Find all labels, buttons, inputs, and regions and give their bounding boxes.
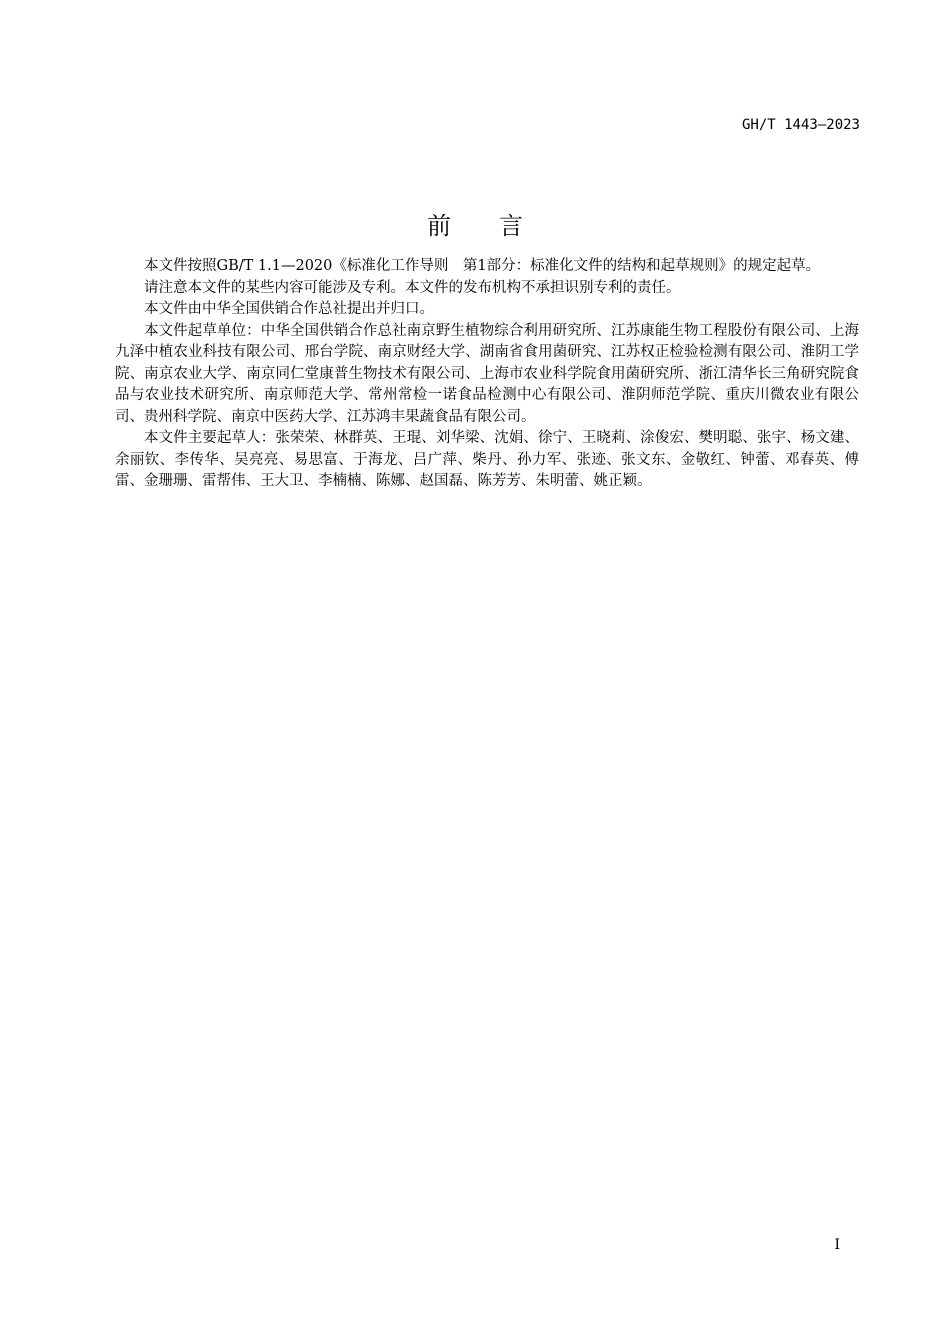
paragraph-drafting-units: 本文件起草单位：中华全国供销合作总社南京野生植物综合利用研究所、江苏康能生物工程股份有限公司、上海九泽中植农业科技有限公司、邢台学院、南京财经大学、湖南省食用菌研究、江苏权正检验检测有限公司、淮阴工学院、南京农业大学、南京同仁堂康普生物技术有限公司、上海市农业科学院食用菌研究所、浙江清华长三角研究院食品与农业技术研究所、南京师范大学、常州常检一诺食品检测中心有限公司、淮阴师范学院、重庆川微农业有限公司、贵州科学院、南京中医药大学、江苏鸿丰果蔬食品有限公司。 [115,322,859,425]
paragraph-drafting-rules: 本文件按照GB/T 1.1—2020《标准化工作导则 第1部分：标准化文件的结构和起草规则》的规定起草。 [144,258,821,274]
document-code: GH/T 1443—2023 [741,117,860,133]
page-title: 前言 [427,212,571,241]
paragraph-drafters: 本文件主要起草人：张荣荣、林群英、王琨、刘华梁、沈娟、徐宁、王晓莉、涂俊宏、樊明聪、张宇、杨文建、余丽钦、李传华、吴亮亮、易思富、于海龙、吕广萍、柴丹、孙力军、张迹、张文东、金敬红、钟蕾、邓春英、傅雷、金珊珊、雷帮伟、王大卫、李楠楠、陈娜、赵国磊、陈芳芳、朱明蕾、姚正颖。 [115,430,859,489]
paragraph-proposer: 本文件由中华全国供销合作总社提出并归口。 [144,301,434,317]
paragraph-patent-notice: 请注意本文件的某些内容可能涉及专利。本文件的发布机构不承担识别专利的责任。 [144,279,681,296]
page-number: I [834,1237,840,1253]
foreword-body [115,256,859,493]
